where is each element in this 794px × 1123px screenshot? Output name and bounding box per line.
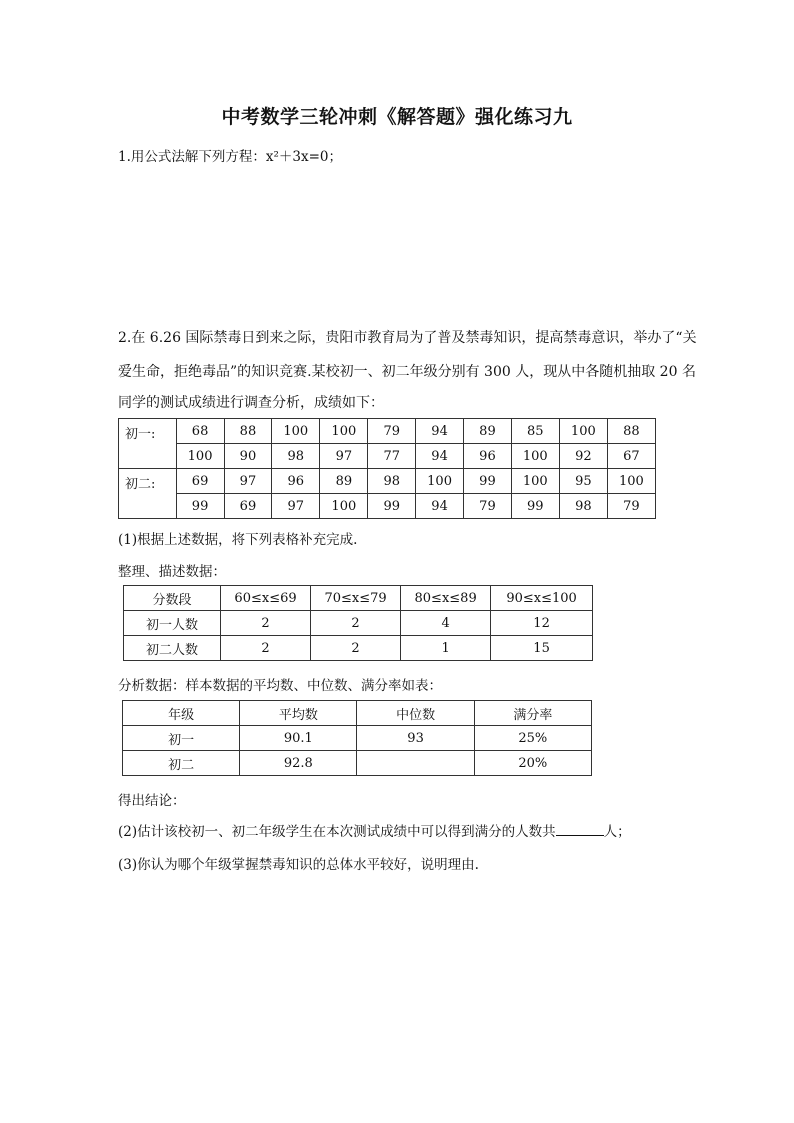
- score-cell: 89: [464, 419, 512, 444]
- table-row: [119, 469, 656, 494]
- score-cell: 100: [272, 419, 320, 444]
- score-cell: 99: [511, 494, 559, 519]
- score-cell: 69: [176, 469, 224, 494]
- grade1-label: 初一:: [119, 419, 177, 469]
- score-cell: 97: [320, 444, 368, 469]
- score-cell: 99: [176, 494, 224, 519]
- score-cell: 88: [224, 419, 272, 444]
- table-header-row: [124, 586, 593, 611]
- row-label-cell: 初一人数: [124, 611, 221, 636]
- score-cell: 98: [272, 444, 320, 469]
- header-cell: 平均数: [240, 701, 357, 726]
- blank-median-cell: [357, 751, 474, 776]
- table-row: [124, 636, 593, 661]
- score-cell: 98: [368, 469, 416, 494]
- header-cell: 60≤x≤69: [221, 586, 311, 611]
- statistics-table: [122, 700, 592, 776]
- row-label-cell: 初一: [123, 726, 240, 751]
- score-cell: 98: [559, 494, 607, 519]
- table-cell: 20%: [474, 751, 591, 776]
- question-2-line-1: 2.在 6.26 国际禁毒日到来之际，贵阳市教育局为了普及禁毒知识，提高禁毒意识，举办了“关: [118, 330, 697, 346]
- score-cell: 77: [368, 444, 416, 469]
- score-cell: 96: [272, 469, 320, 494]
- answer-blank: [556, 821, 604, 836]
- table-cell: 90.1: [240, 726, 357, 751]
- score-cell: 100: [320, 419, 368, 444]
- question-2-line-3: 同学的测试成绩进行调查分析，成绩如下：: [118, 395, 384, 411]
- score-cell: 100: [511, 444, 559, 469]
- table-row: [119, 444, 656, 469]
- header-cell: 年级: [123, 701, 240, 726]
- table-row: [124, 611, 593, 636]
- header-cell: 80≤x≤89: [401, 586, 491, 611]
- table-cell: 25%: [474, 726, 591, 751]
- table-cell: 4: [401, 611, 491, 636]
- score-cell: 100: [416, 469, 464, 494]
- sub-question-1: (1)根据上述数据，将下列表格补充完成.: [118, 532, 358, 548]
- question-1: 1.用公式法解下列方程：x²＋3x=0；: [118, 149, 343, 165]
- organize-label: 整理、描述数据：: [118, 564, 226, 580]
- score-cell: 94: [416, 444, 464, 469]
- score-cell: 79: [368, 419, 416, 444]
- score-cell: 100: [176, 444, 224, 469]
- score-cell: 100: [607, 469, 655, 494]
- sub-question-2-suffix: 人；: [603, 824, 631, 840]
- score-cell: 79: [607, 494, 655, 519]
- table-cell: 2: [221, 636, 311, 661]
- score-cell: 96: [464, 444, 512, 469]
- score-cell: 88: [607, 419, 655, 444]
- table-cell: 12: [491, 611, 593, 636]
- header-cell: 满分率: [474, 701, 591, 726]
- scores-table: [118, 418, 656, 519]
- score-cell: 92: [559, 444, 607, 469]
- score-cell: 100: [511, 469, 559, 494]
- distribution-table: [123, 585, 593, 661]
- table-row: [119, 419, 656, 444]
- score-cell: 69: [224, 494, 272, 519]
- table-row: [123, 726, 592, 751]
- score-cell: 100: [320, 494, 368, 519]
- score-cell: 97: [224, 469, 272, 494]
- table-cell: 2: [221, 611, 311, 636]
- score-cell: 99: [368, 494, 416, 519]
- header-cell: 中位数: [357, 701, 474, 726]
- table-cell: 93: [357, 726, 474, 751]
- header-cell: 90≤x≤100: [491, 586, 593, 611]
- score-cell: 97: [272, 494, 320, 519]
- conclusion-label: 得出结论：: [118, 793, 186, 809]
- table-cell: 2: [311, 611, 401, 636]
- page-title: 中考数学三轮冲刺《解答题》强化练习九: [221, 106, 573, 128]
- row-label-cell: 初二: [123, 751, 240, 776]
- score-cell: 100: [559, 419, 607, 444]
- header-cell: 70≤x≤79: [311, 586, 401, 611]
- analysis-label: 分析数据：样本数据的平均数、中位数、满分率如表：: [118, 678, 442, 694]
- score-cell: 99: [464, 469, 512, 494]
- score-cell: 94: [416, 419, 464, 444]
- score-cell: 90: [224, 444, 272, 469]
- sub-question-2: [118, 820, 631, 840]
- question-2-line-2: 爱生命，拒绝毒品”的知识竞赛.某校初一、初二年级分别有 300 人，现从中各随机抽取 20 名: [118, 364, 696, 380]
- table-row: [119, 494, 656, 519]
- header-cell: 分数段: [124, 586, 221, 611]
- score-cell: 68: [176, 419, 224, 444]
- table-cell: 92.8: [240, 751, 357, 776]
- table-header-row: [123, 701, 592, 726]
- table-row: [123, 751, 592, 776]
- sub-question-3: (3)你认为哪个年级掌握禁毒知识的总体水平较好，说明理由.: [118, 857, 479, 873]
- sub-question-2-text: (2)估计该校初一、初二年级学生在本次测试成绩中可以得到满分的人数共: [118, 824, 556, 840]
- score-cell: 79: [464, 494, 512, 519]
- table-cell: 15: [491, 636, 593, 661]
- score-cell: 85: [511, 419, 559, 444]
- grade2-label: 初二:: [119, 469, 177, 519]
- score-cell: 67: [607, 444, 655, 469]
- score-cell: 89: [320, 469, 368, 494]
- row-label-cell: 初二人数: [124, 636, 221, 661]
- table-cell: 2: [311, 636, 401, 661]
- score-cell: 94: [416, 494, 464, 519]
- score-cell: 95: [559, 469, 607, 494]
- table-cell: 1: [401, 636, 491, 661]
